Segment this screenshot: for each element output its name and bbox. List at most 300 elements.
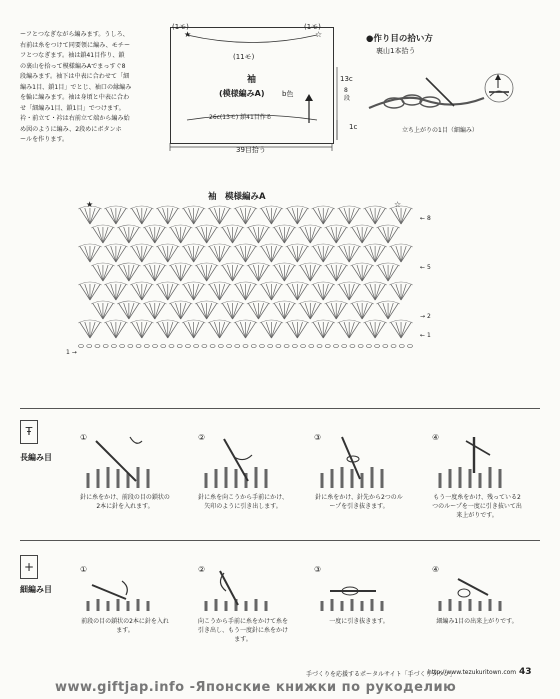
stitch-mark: [170, 227, 180, 243]
stitch-fan: [117, 263, 140, 281]
stitch-mark: [176, 303, 181, 319]
stitch-fan: [273, 225, 296, 243]
stitch-mark: [339, 246, 349, 262]
stitch-fan: [156, 320, 179, 338]
stitch-fan: [286, 206, 309, 224]
stitch-fan: [130, 320, 153, 338]
stitch-fan: [363, 320, 386, 338]
stitch-mark: [194, 322, 204, 338]
stitch-mark: [131, 208, 141, 224]
stitch-mark: [227, 303, 232, 319]
stitch-mark: [207, 227, 212, 243]
chain-stitch: [103, 345, 108, 348]
stitch-mark: [287, 208, 297, 224]
chain-stitch: [350, 345, 355, 348]
stitch-fan: [156, 282, 179, 300]
stitch-mark: [349, 322, 354, 338]
stitch-mark: [344, 284, 349, 300]
chain-stitch: [120, 345, 125, 348]
stitch-mark: [194, 208, 199, 224]
stitch-fan: [247, 301, 270, 319]
chain-stitch: [202, 345, 207, 348]
stitch-mark: [80, 284, 90, 300]
stitch-mark: [375, 246, 380, 262]
stitch-mark: [144, 227, 154, 243]
stitch-fan: [376, 301, 399, 319]
crochet-chart: [77, 205, 414, 350]
stitch-fan: [169, 301, 192, 319]
stitch-mark: [396, 284, 401, 300]
stitch-mark: [118, 227, 128, 243]
stitch-mark: [116, 208, 121, 224]
stitch-fan: [156, 206, 179, 224]
stitch-mark: [155, 227, 165, 243]
intro-line: ーフとつなぎながら編みます。うしろ、: [20, 31, 129, 38]
stitch-fan: [260, 244, 283, 262]
divider: [20, 540, 540, 541]
stitch-mark: [357, 265, 362, 281]
stitch-mark: [310, 303, 320, 319]
intro-line: フとつなぎます。袖は鎖41目作り、鎖: [20, 52, 125, 59]
stitch-fan: [104, 206, 127, 224]
stitch-mark: [106, 322, 116, 338]
stitch-mark: [90, 246, 100, 262]
stitch-mark: [248, 265, 258, 281]
stitch-mark: [181, 265, 186, 281]
stitch-mark: [150, 227, 155, 243]
stitch-mark: [297, 246, 307, 262]
stitch-fan: [234, 244, 257, 262]
stitch-fan: [130, 282, 153, 300]
stitch-fan: [234, 282, 257, 300]
stitch-mark: [370, 284, 375, 300]
stitch-mark: [124, 227, 129, 243]
stitch-mark: [116, 284, 121, 300]
chain-stitch: [243, 345, 248, 348]
stitch-mark: [176, 227, 181, 243]
chain-stitch: [301, 345, 306, 348]
sleeve-pattern: (模様編みA): [219, 89, 265, 98]
stitch-mark: [103, 265, 113, 281]
stitch-mark: [362, 303, 372, 319]
single-step-2: [198, 557, 289, 643]
single-step-1: [80, 557, 169, 634]
single-step-3: [314, 557, 389, 625]
stitch-fan: [143, 301, 166, 319]
chain-stitch: [136, 345, 141, 348]
stitch-mark: [240, 322, 245, 338]
stitch-mark: [318, 246, 323, 262]
stitch-mark: [142, 284, 152, 300]
stitch-mark: [85, 322, 90, 338]
stitch-mark: [124, 265, 129, 281]
single-step-1-illustration: [86, 565, 158, 615]
stitch-mark: [129, 227, 134, 243]
chain-stitch: [309, 345, 314, 348]
stitch-mark: [313, 246, 323, 262]
stitch-fan: [182, 282, 205, 300]
base-label: 1c: [349, 123, 358, 131]
stitch-mark: [194, 208, 204, 224]
stitch-mark: [93, 227, 103, 243]
stitch-mark: [261, 284, 271, 300]
stitch-fan: [234, 206, 257, 224]
stitch-mark: [129, 303, 139, 319]
stitch-mark: [116, 246, 126, 262]
stitch-mark: [248, 303, 258, 319]
stitch-mark: [349, 322, 359, 338]
stitch-mark: [222, 227, 232, 243]
stitch-mark: [85, 208, 90, 224]
stitch-mark: [144, 265, 154, 281]
intro-line: め図のように編み、2段めにボタンホ: [20, 125, 122, 133]
stitch-fan: [376, 263, 399, 281]
stitch-fan: [182, 244, 205, 262]
stitch-mark: [279, 265, 284, 281]
stitch-fan: [234, 320, 257, 338]
stitch-fan: [312, 244, 335, 262]
stitch-mark: [155, 303, 160, 319]
stitch-mark: [233, 265, 238, 281]
stitch-mark: [103, 303, 108, 319]
stitch-mark: [271, 322, 276, 338]
step-number: ①: [80, 433, 88, 442]
chain-stitch: [358, 345, 363, 348]
stitch-mark: [188, 208, 193, 224]
stitch-mark: [233, 265, 243, 281]
stitch-mark: [349, 208, 354, 224]
stitch-mark: [240, 284, 245, 300]
stitch-mark: [357, 227, 362, 243]
stitch-mark: [271, 284, 281, 300]
stitch-mark: [194, 322, 199, 338]
stitch-mark: [124, 303, 129, 319]
stitch-mark: [214, 284, 219, 300]
long-step-3: [314, 425, 403, 510]
stitch-mark: [246, 246, 256, 262]
stitch-mark: [336, 303, 346, 319]
stitch-mark: [323, 246, 328, 262]
stitch-mark: [183, 246, 193, 262]
chain-stitch: [292, 345, 297, 348]
stitch-mark: [106, 246, 116, 262]
chain-stitch: [383, 345, 388, 348]
chain-stitch: [391, 345, 396, 348]
chain-stitch: [128, 345, 133, 348]
stitch-mark: [157, 208, 167, 224]
stitch-mark: [214, 322, 219, 338]
stitch-fan: [130, 244, 153, 262]
stitch-fan: [312, 320, 335, 338]
stitch-mark: [318, 284, 323, 300]
stitch-fan: [260, 282, 283, 300]
long-stitch-steps: [80, 425, 540, 535]
stitch-fan: [221, 301, 244, 319]
long-stitch-symbol-icon: Ŧ: [20, 420, 38, 444]
stitch-mark: [365, 322, 375, 338]
stitch-mark: [297, 322, 307, 338]
stitch-mark: [284, 303, 294, 319]
stitch-mark: [235, 208, 245, 224]
stitch-mark: [155, 265, 160, 281]
chain-stitch: [342, 345, 347, 348]
single-step-3-illustration: [320, 565, 392, 615]
divider: [20, 408, 540, 409]
stitch-mark: [375, 246, 385, 262]
stitch-mark: [336, 265, 346, 281]
stitch-mark: [137, 208, 142, 224]
stitch-mark: [129, 265, 134, 281]
stitch-mark: [391, 208, 401, 224]
step-number: ④: [432, 565, 440, 574]
step-number: ②: [198, 565, 206, 574]
stitch-mark: [297, 284, 307, 300]
stitch-mark: [157, 322, 167, 338]
long-step-1-illustration: [86, 433, 158, 491]
stitch-mark: [310, 303, 315, 319]
stitch-mark: [188, 322, 193, 338]
stitch-fan: [247, 263, 270, 281]
stitch-mark: [209, 322, 219, 338]
stitch-mark: [207, 265, 212, 281]
stitch-mark: [207, 303, 217, 319]
stitch-mark: [90, 322, 95, 338]
stitch-fan: [260, 320, 283, 338]
stitch-mark: [336, 227, 341, 243]
stitch-mark: [370, 246, 375, 262]
long-step-4: [432, 425, 522, 519]
stitch-fan: [325, 225, 348, 243]
chain-stitch: [375, 345, 380, 348]
stitch-mark: [401, 208, 406, 224]
stitch-mark: [181, 265, 191, 281]
intro-line: を輪に編みます。袖は身頃と中表に合わ: [20, 94, 130, 101]
stitch-mark: [292, 322, 297, 338]
stitch-mark: [323, 208, 333, 224]
stitch-mark: [246, 208, 251, 224]
stitch-mark: [292, 284, 297, 300]
stitch-mark: [274, 265, 284, 281]
long-step-2-illustration: [204, 433, 276, 491]
stitch-mark: [297, 208, 307, 224]
step-caption: 細編み1目の出来上がりです。: [436, 618, 518, 625]
watermark-text: www.giftjap.info -Японские книжки по рукоделию: [55, 680, 457, 695]
stitch-fan: [91, 263, 114, 281]
stitch-mark: [194, 246, 199, 262]
stitch-fan: [350, 301, 373, 319]
chain-stitch: [95, 345, 100, 348]
stitch-mark: [155, 303, 165, 319]
stitch-mark: [297, 208, 302, 224]
stitch-mark: [258, 265, 268, 281]
stitch-mark: [362, 303, 367, 319]
stitch-mark: [155, 227, 160, 243]
stitch-mark: [336, 227, 346, 243]
stitch-mark: [349, 246, 359, 262]
stitch-mark: [176, 265, 181, 281]
stitch-mark: [201, 303, 206, 319]
sleeve-bottom-label: 26c(13モ) 鎖41目作る: [209, 114, 272, 121]
chain-stitch: [333, 345, 338, 348]
stitch-mark: [235, 284, 245, 300]
stitch-mark: [196, 265, 206, 281]
stitch-mark: [201, 227, 206, 243]
stitch-mark: [323, 322, 333, 338]
stitch-mark: [163, 246, 168, 262]
stitch-mark: [137, 246, 142, 262]
stitch-fan: [143, 225, 166, 243]
stitch-fan: [91, 301, 114, 319]
stitch-mark: [214, 208, 219, 224]
stitch-mark: [194, 246, 204, 262]
stitch-mark: [163, 284, 168, 300]
stitch-mark: [383, 303, 388, 319]
chain-stitch: [276, 345, 281, 348]
stitch-mark: [266, 246, 271, 262]
step-caption: 前段の目の鎖状の2本に針を入れます。: [81, 618, 169, 634]
stitch-mark: [168, 322, 178, 338]
stitch-mark: [378, 227, 388, 243]
stitch-mark: [144, 303, 154, 319]
stitch-mark: [284, 265, 294, 281]
height-rows: 8段: [344, 87, 351, 102]
sleeve-top-label: (11モ): [233, 53, 255, 61]
stitch-mark: [284, 303, 289, 319]
step-caption: 向こうから手前に糸をかけて糸を引き出し、もう一度針に糸をかけます。: [198, 618, 289, 643]
stitch-mark: [181, 227, 186, 243]
stitch-mark: [98, 227, 103, 243]
stitch-mark: [271, 246, 276, 262]
stitch-mark: [201, 265, 206, 281]
stitch-fan: [91, 225, 114, 243]
stitch-mark: [266, 284, 271, 300]
chain-stitch: [177, 345, 182, 348]
stitch-fan: [208, 282, 231, 300]
stitch-mark: [365, 284, 375, 300]
stitch-mark: [90, 208, 95, 224]
stitch-mark: [297, 284, 302, 300]
stitch-mark: [365, 208, 375, 224]
stitch-mark: [318, 322, 323, 338]
stitch-mark: [331, 227, 336, 243]
single-step-4: [432, 557, 518, 625]
stitch-fan: [182, 206, 205, 224]
star-outline-icon: ☆: [315, 30, 323, 39]
step-caption: 針に糸を向こうから手前にかけ、矢印のように引き出します。: [198, 494, 288, 510]
stitch-mark: [271, 322, 281, 338]
stitch-mark: [391, 322, 401, 338]
stitch-mark: [326, 265, 336, 281]
stitch-mark: [313, 284, 323, 300]
height-label: 13c: [340, 75, 353, 83]
stitch-fan: [195, 225, 218, 243]
stitch-mark: [116, 322, 126, 338]
stitch-mark: [90, 322, 100, 338]
stitch-mark: [326, 303, 336, 319]
stitch-fan: [143, 263, 166, 281]
stitch-mark: [271, 208, 281, 224]
stitch-mark: [287, 322, 297, 338]
stitch-mark: [388, 265, 398, 281]
chain-stitch: [87, 345, 92, 348]
stitch-fan: [389, 282, 412, 300]
stitch-mark: [271, 284, 276, 300]
stitch-mark: [240, 208, 245, 224]
stitch-mark: [323, 208, 328, 224]
stitch-mark: [103, 227, 113, 243]
stitch-fan: [338, 244, 361, 262]
stitch-mark: [375, 284, 380, 300]
stitch-mark: [352, 303, 362, 319]
chain-stitch: [218, 345, 223, 348]
stitch-mark: [339, 322, 349, 338]
stitch-mark: [352, 227, 362, 243]
stitch-fan: [273, 301, 296, 319]
stitch-mark: [233, 227, 238, 243]
stitch-mark: [331, 265, 336, 281]
stitch-fan: [286, 244, 309, 262]
stitch-fan: [338, 320, 361, 338]
single-stitch-steps: [80, 557, 540, 667]
stitch-mark: [261, 208, 271, 224]
stitch-mark: [246, 322, 251, 338]
stitch-mark: [168, 284, 173, 300]
stitch-mark: [142, 208, 147, 224]
stitch-mark: [284, 265, 289, 281]
stitch-mark: [137, 284, 142, 300]
stitch-mark: [261, 322, 271, 338]
footer-url[interactable]: http://www.tezukuritown.com: [428, 669, 517, 676]
stitch-mark: [305, 227, 310, 243]
stitch-mark: [375, 322, 385, 338]
stitch-mark: [246, 284, 256, 300]
chain-stitch: [317, 345, 322, 348]
stitch-mark: [142, 322, 147, 338]
sleeve-color: b色: [282, 90, 294, 98]
stitch-mark: [93, 303, 103, 319]
single-stitch-symbol-icon: +: [20, 555, 38, 579]
stitch-mark: [155, 265, 165, 281]
sleeve-title: 袖: [247, 75, 257, 85]
stitch-mark: [388, 227, 398, 243]
stitch-mark: [391, 284, 401, 300]
stitch-mark: [116, 208, 126, 224]
stitch-fan: [389, 244, 412, 262]
chart-star-outline-icon: ☆: [394, 200, 402, 209]
stitch-mark: [142, 246, 147, 262]
step-number: ③: [314, 433, 322, 442]
stitch-mark: [326, 227, 336, 243]
stitch-mark: [196, 303, 206, 319]
row-label-2: → 2: [420, 313, 431, 320]
stitch-mark: [362, 227, 372, 243]
stitch-mark: [266, 322, 271, 338]
stitch-mark: [391, 246, 401, 262]
stitch-mark: [323, 284, 333, 300]
stitch-mark: [279, 227, 284, 243]
stitch-mark: [261, 246, 271, 262]
stitch-mark: [375, 284, 385, 300]
intro-text: [20, 30, 176, 146]
stitch-fan: [195, 301, 218, 319]
stitch-mark: [85, 246, 90, 262]
intro-line: 右前は糸をつけて同要領に編み、モチー: [20, 41, 131, 49]
stitch-mark: [396, 322, 401, 338]
stitch-fan: [363, 206, 386, 224]
stitch-mark: [142, 208, 152, 224]
stitch-mark: [181, 303, 191, 319]
stitch-mark: [383, 227, 388, 243]
